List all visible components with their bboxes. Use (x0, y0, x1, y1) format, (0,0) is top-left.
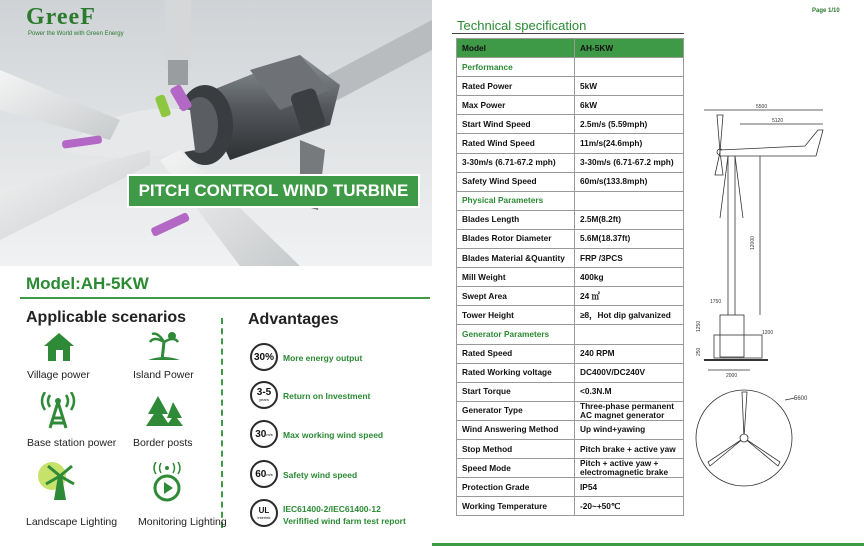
spec-label: Rated Wind Speed (457, 134, 575, 153)
model-heading: Model:AH-5KW (26, 274, 149, 293)
spec-section-blank (575, 58, 684, 77)
scenario-label: Village power (27, 369, 90, 381)
spec-value: FRP /3PCS (575, 249, 684, 268)
spec-row (457, 134, 684, 153)
spec-label: Start Wind Speed (457, 115, 575, 134)
dim-label: 250 (696, 347, 702, 356)
advantage-badge (250, 420, 278, 448)
page-number: Page 1/10 (812, 8, 840, 14)
spec-value: AH-5KW (575, 39, 684, 58)
spec-value: Up wind+yawing (575, 420, 684, 439)
dim-label: 1250 (696, 320, 702, 332)
advantage-text: More energy output (283, 353, 363, 363)
ul-intertek-badge (250, 499, 278, 527)
pine-trees-icon (146, 392, 186, 432)
spec-label: Safety Wind Speed (457, 172, 575, 191)
spec-row (457, 287, 684, 306)
spec-value: 6kW (575, 96, 684, 115)
dim-label: 5600 (794, 396, 808, 402)
spec-value: 5kW (575, 77, 684, 96)
dim-label: 5120 (772, 118, 784, 124)
spec-value: 5.6M(18.37ft) (575, 229, 684, 248)
advantage-badge-value: UL (258, 506, 270, 515)
spec-label: Rated Power (457, 77, 575, 96)
spec-table (456, 38, 684, 516)
brand-tagline: Power the World with Green Energy (28, 31, 124, 37)
spec-value: Pitch + active yaw + electromagnetic brake (575, 459, 684, 478)
column-divider (221, 318, 223, 528)
dim-label: 1750 (710, 299, 722, 305)
spec-section-title: Physical Parameters (457, 191, 575, 210)
advantage-text-secondary: Verifified wind farm test report (283, 516, 406, 526)
advantage-badge: 30% (250, 343, 278, 371)
house-icon (42, 330, 82, 370)
spec-value: -20~+50℃ (575, 497, 684, 516)
spec-row (457, 439, 684, 458)
spec-value: <0.3N.M (575, 382, 684, 401)
spec-label: Model (457, 39, 575, 58)
spec-label: Start Torque (457, 382, 575, 401)
advantage-badge-unit: years (259, 397, 269, 402)
dim-label: 2000 (726, 373, 738, 379)
spec-label: Blades Rotor Diameter (457, 229, 575, 248)
spec-section-row (457, 191, 684, 210)
spec-header-row (457, 39, 684, 58)
spec-value: 400kg (575, 268, 684, 287)
scenario-label: Island Power (133, 369, 194, 381)
spec-value: DC400V/DC240V (575, 363, 684, 382)
dim-label: 12000 (750, 236, 756, 250)
spec-label: Blades Material &Quantity (457, 249, 575, 268)
spec-label: Tower Height (457, 306, 575, 325)
windmill-icon (38, 462, 78, 502)
dim-label: 5500 (756, 104, 768, 110)
scenario-label: Monitoring Lighting (138, 516, 227, 528)
spec-row (457, 96, 684, 115)
spec-row (457, 268, 684, 287)
spec-value: IP54 (575, 478, 684, 497)
spec-section-title: Performance (457, 58, 575, 77)
turbine-dimension-drawing (690, 100, 830, 490)
spec-value: 24 ㎡ (575, 287, 684, 306)
spec-value: 3-30m/s (6.71-67.2 mph) (575, 153, 684, 172)
spec-value: 2.5M(8.2ft) (575, 210, 684, 229)
spec-label: Max Power (457, 96, 575, 115)
signal-tower-icon (40, 392, 80, 432)
spec-section-row (457, 58, 684, 77)
spec-row (457, 115, 684, 134)
advantage-text: Max working wind speed (283, 430, 384, 440)
advantage-text: Return on Investment (283, 391, 371, 401)
spec-value: 11m/s(24.6mph) (575, 134, 684, 153)
spec-row (457, 363, 684, 382)
spec-row (457, 401, 684, 420)
spec-row (457, 344, 684, 363)
spec-row (457, 382, 684, 401)
scenarios-heading: Applicable scenarios (26, 309, 187, 326)
spec-label: Speed Mode (457, 459, 575, 478)
brand-logo: GreeF (26, 4, 96, 30)
spec-label: Protection Grade (457, 478, 575, 497)
spec-row (457, 172, 684, 191)
spec-label: Wind Answering Method (457, 420, 575, 439)
spec-row (457, 497, 684, 516)
advantage-text: IEC61400-2/IEC61400-12 (283, 504, 381, 514)
advantage-badge (250, 381, 278, 409)
spec-label: Blades Length (457, 210, 575, 229)
palm-tree-icon (146, 328, 186, 368)
advantage-text: Safety wind speed (283, 470, 358, 480)
spec-row (457, 229, 684, 248)
spec-row (457, 420, 684, 439)
spec-row (457, 77, 684, 96)
advantage-badge-unit: m/s (266, 431, 273, 437)
spec-section-title: Generator Parameters (457, 325, 575, 344)
spec-section-row (457, 325, 684, 344)
spec-title: Technical specification (457, 18, 587, 33)
spec-row (457, 478, 684, 497)
spec-section-blank (575, 191, 684, 210)
spec-value: 2.5m/s (5.59mph) (575, 115, 684, 134)
advantages-heading: Advantages (248, 311, 339, 328)
scenario-label: Base station power (27, 437, 117, 449)
spec-label: Rated Working voltage (457, 363, 575, 382)
spec-value: Three-phase permanent AC magnet generator (575, 401, 684, 420)
spec-label: 3-30m/s (6.71-67.2 mph) (457, 153, 575, 172)
product-banner: PITCH CONTROL WIND TURBINE (127, 174, 420, 208)
advantage-badge-value: 60 (255, 468, 267, 480)
spec-label: Swept Area (457, 287, 575, 306)
spec-label: Mill Weight (457, 268, 575, 287)
hero-image (0, 0, 432, 266)
spec-title-rule (452, 33, 684, 34)
section-divider (20, 297, 430, 299)
spec-label: Generator Type (457, 401, 575, 420)
spec-label: Working Temperature (457, 497, 575, 516)
scenario-label: Border posts (133, 437, 193, 449)
advantage-badge-unit: intertek (257, 515, 271, 520)
spec-value: ≥8，Hot dip galvanized (575, 306, 684, 325)
spec-value: 240 RPM (575, 344, 684, 363)
advantage-badge (250, 460, 278, 488)
spec-row (457, 153, 684, 172)
turbine-illustration (0, 0, 432, 266)
advantage-badge-unit: m/s (266, 471, 273, 477)
spec-row (457, 210, 684, 229)
spec-value: Pitch brake + active yaw (575, 439, 684, 458)
spec-row (457, 459, 684, 478)
camera-broadcast-icon (148, 462, 188, 502)
scenario-label: Landscape Lighting (26, 516, 118, 528)
spec-row (457, 306, 684, 325)
spec-value: 60m/s(133.8mph) (575, 172, 684, 191)
dim-label: 1200 (762, 330, 774, 336)
spec-label: Stop Method (457, 439, 575, 458)
spec-row (457, 249, 684, 268)
advantage-badge-value: 3-5 (256, 387, 272, 398)
spec-section-blank (575, 325, 684, 344)
advantage-badge-value: 30 (255, 428, 267, 440)
spec-label: Rated Speed (457, 344, 575, 363)
